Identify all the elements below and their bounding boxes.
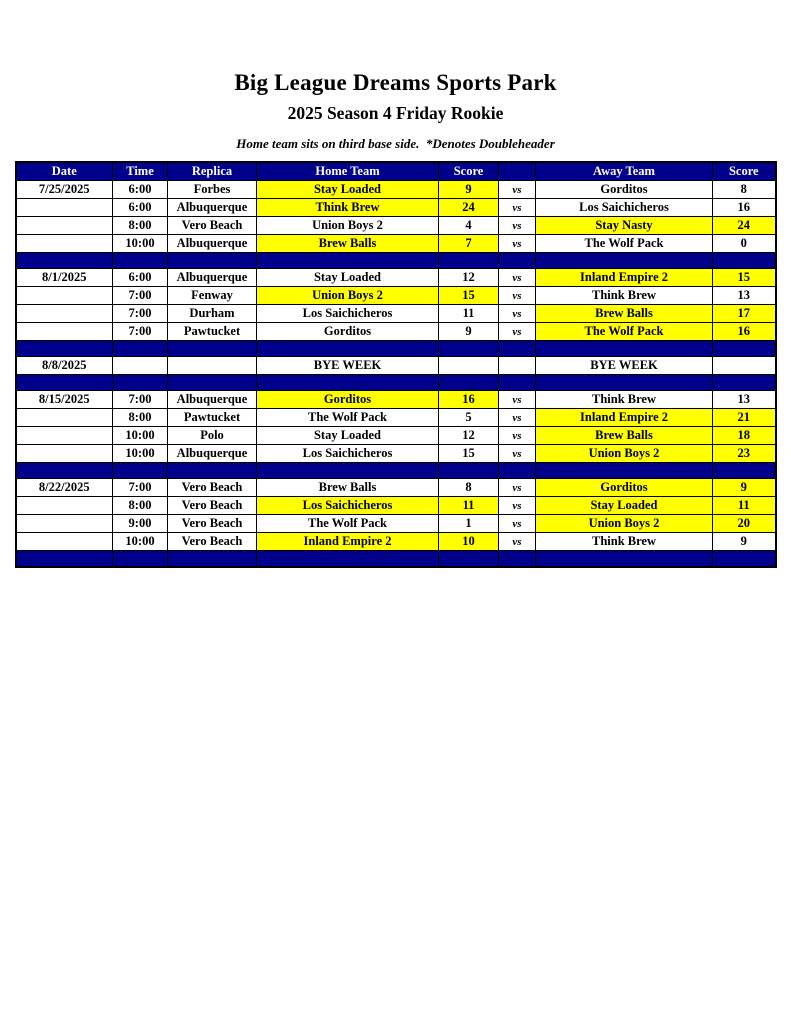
separator-cell: [499, 463, 536, 479]
replica-cell: Albuquerque: [168, 199, 257, 217]
separator-cell: [16, 551, 113, 568]
separator-cell: [499, 375, 536, 391]
date-cell: [16, 323, 113, 341]
game-row: [16, 181, 776, 199]
date-cell: [16, 533, 113, 551]
home-team-cell: Union Boys 2: [257, 217, 439, 235]
separator-cell: [536, 375, 713, 391]
separator-row: [16, 253, 776, 269]
column-header-time: Time: [113, 162, 168, 181]
away-team-cell: Think Brew: [536, 287, 713, 305]
separator-cell: [168, 551, 257, 568]
date-cell: 8/22/2025: [16, 479, 113, 497]
home-team-cell: Stay Loaded: [257, 181, 439, 199]
separator-cell: [16, 253, 113, 269]
time-cell: 9:00: [113, 515, 168, 533]
away-score-cell: 9: [713, 479, 776, 497]
separator-cell: [113, 253, 168, 269]
time-cell: 10:00: [113, 427, 168, 445]
schedule-table-body: [16, 181, 776, 568]
replica-cell: Fenway: [168, 287, 257, 305]
schedule-table-header: [16, 162, 776, 181]
home-score-cell: 9: [439, 181, 499, 199]
date-cell: [16, 409, 113, 427]
home-score-cell: [439, 357, 499, 375]
home-team-cell: The Wolf Pack: [257, 409, 439, 427]
separator-row: [16, 341, 776, 357]
separator-cell: [439, 463, 499, 479]
away-score-cell: 9: [713, 533, 776, 551]
date-cell: [16, 427, 113, 445]
away-team-cell: Inland Empire 2: [536, 409, 713, 427]
date-cell: 8/15/2025: [16, 391, 113, 409]
time-cell: 8:00: [113, 497, 168, 515]
separator-cell: [439, 551, 499, 568]
column-header-score: Score: [713, 162, 776, 181]
away-team-cell: The Wolf Pack: [536, 235, 713, 253]
separator-cell: [168, 253, 257, 269]
vs-cell: vs: [499, 199, 536, 217]
separator-cell: [16, 341, 113, 357]
date-cell: [16, 497, 113, 515]
separator-cell: [168, 375, 257, 391]
replica-cell: Polo: [168, 427, 257, 445]
vs-cell: vs: [499, 427, 536, 445]
time-cell: 7:00: [113, 479, 168, 497]
home-team-cell: Los Saichicheros: [257, 445, 439, 463]
time-cell: 6:00: [113, 199, 168, 217]
away-team-cell: Union Boys 2: [536, 515, 713, 533]
separator-cell: [257, 253, 439, 269]
date-cell: [16, 445, 113, 463]
date-cell: 8/8/2025: [16, 357, 113, 375]
column-header-spacer: [499, 162, 536, 181]
separator-cell: [257, 375, 439, 391]
replica-cell: Pawtucket: [168, 409, 257, 427]
time-cell: 6:00: [113, 181, 168, 199]
time-cell: 6:00: [113, 269, 168, 287]
vs-cell: vs: [499, 445, 536, 463]
away-team-cell: Think Brew: [536, 391, 713, 409]
game-row: [16, 357, 776, 375]
date-cell: [16, 217, 113, 235]
away-score-cell: 20: [713, 515, 776, 533]
away-score-cell: 21: [713, 409, 776, 427]
vs-cell: vs: [499, 323, 536, 341]
game-row: [16, 427, 776, 445]
separator-row: [16, 551, 776, 568]
time-cell: 7:00: [113, 323, 168, 341]
away-team-cell: Inland Empire 2: [536, 269, 713, 287]
away-score-cell: 17: [713, 305, 776, 323]
home-score-cell: 9: [439, 323, 499, 341]
game-row: [16, 269, 776, 287]
away-team-cell: Union Boys 2: [536, 445, 713, 463]
column-header-replica: Replica: [168, 162, 257, 181]
separator-cell: [499, 551, 536, 568]
separator-cell: [16, 375, 113, 391]
away-team-cell: Stay Loaded: [536, 497, 713, 515]
away-team-cell: Stay Nasty: [536, 217, 713, 235]
date-cell: 7/25/2025: [16, 181, 113, 199]
game-row: [16, 217, 776, 235]
home-team-cell: Stay Loaded: [257, 269, 439, 287]
away-score-cell: 8: [713, 181, 776, 199]
time-cell: [113, 357, 168, 375]
time-cell: 10:00: [113, 533, 168, 551]
separator-cell: [257, 551, 439, 568]
separator-cell: [257, 463, 439, 479]
separator-cell: [713, 341, 776, 357]
home-score-cell: 11: [439, 305, 499, 323]
game-row: [16, 409, 776, 427]
column-header-date: Date: [16, 162, 113, 181]
separator-cell: [113, 463, 168, 479]
away-team-cell: Brew Balls: [536, 427, 713, 445]
away-score-cell: 18: [713, 427, 776, 445]
vs-cell: vs: [499, 305, 536, 323]
date-cell: [16, 235, 113, 253]
date-cell: [16, 305, 113, 323]
vs-cell: vs: [499, 269, 536, 287]
game-row: [16, 323, 776, 341]
game-row: [16, 235, 776, 253]
home-score-cell: 7: [439, 235, 499, 253]
column-header-home-team: Home Team: [257, 162, 439, 181]
page-subtitle: 2025 Season 4 Friday Rookie: [287, 103, 504, 123]
separator-cell: [439, 375, 499, 391]
away-team-cell: Gorditos: [536, 479, 713, 497]
away-team-cell: BYE WEEK: [536, 357, 713, 375]
game-row: [16, 445, 776, 463]
away-team-cell: Think Brew: [536, 533, 713, 551]
vs-cell: vs: [499, 287, 536, 305]
home-team-cell: Brew Balls: [257, 479, 439, 497]
replica-cell: Forbes: [168, 181, 257, 199]
home-score-cell: 5: [439, 409, 499, 427]
separator-cell: [168, 463, 257, 479]
home-score-cell: 24: [439, 199, 499, 217]
vs-cell: [499, 357, 536, 375]
away-score-cell: 15: [713, 269, 776, 287]
home-team-cell: Brew Balls: [257, 235, 439, 253]
replica-cell: Vero Beach: [168, 533, 257, 551]
home-score-cell: 1: [439, 515, 499, 533]
game-row: [16, 515, 776, 533]
away-score-cell: 13: [713, 391, 776, 409]
time-cell: 8:00: [113, 217, 168, 235]
away-score-cell: [713, 357, 776, 375]
date-cell: [16, 515, 113, 533]
vs-cell: vs: [499, 181, 536, 199]
away-score-cell: 0: [713, 235, 776, 253]
home-score-cell: 11: [439, 497, 499, 515]
date-cell: [16, 287, 113, 305]
vs-cell: vs: [499, 533, 536, 551]
home-score-cell: 15: [439, 445, 499, 463]
replica-cell: Vero Beach: [168, 479, 257, 497]
separator-cell: [439, 253, 499, 269]
separator-row: [16, 375, 776, 391]
separator-cell: [499, 253, 536, 269]
game-row: [16, 479, 776, 497]
home-team-cell: Stay Loaded: [257, 427, 439, 445]
vs-cell: vs: [499, 497, 536, 515]
separator-cell: [536, 551, 713, 568]
home-team-cell: Union Boys 2: [257, 287, 439, 305]
home-team-cell: Inland Empire 2: [257, 533, 439, 551]
game-row: [16, 287, 776, 305]
separator-cell: [439, 341, 499, 357]
separator-cell: [536, 253, 713, 269]
column-header-away-team: Away Team: [536, 162, 713, 181]
away-team-cell: Gorditos: [536, 181, 713, 199]
game-row: [16, 497, 776, 515]
away-score-cell: 11: [713, 497, 776, 515]
home-score-cell: 16: [439, 391, 499, 409]
away-score-cell: 16: [713, 323, 776, 341]
replica-cell: Pawtucket: [168, 323, 257, 341]
replica-cell: Albuquerque: [168, 391, 257, 409]
column-header-score: Score: [439, 162, 499, 181]
home-score-cell: 12: [439, 427, 499, 445]
replica-cell: Durham: [168, 305, 257, 323]
separator-cell: [499, 341, 536, 357]
replica-cell: Vero Beach: [168, 217, 257, 235]
home-team-cell: BYE WEEK: [257, 357, 439, 375]
separator-row: [16, 463, 776, 479]
home-score-cell: 4: [439, 217, 499, 235]
game-row: [16, 199, 776, 217]
time-cell: 7:00: [113, 391, 168, 409]
away-score-cell: 16: [713, 199, 776, 217]
schedule-table: [15, 161, 777, 568]
separator-cell: [713, 551, 776, 568]
vs-cell: vs: [499, 409, 536, 427]
separator-cell: [713, 253, 776, 269]
game-row: [16, 533, 776, 551]
away-score-cell: 24: [713, 217, 776, 235]
home-score-cell: 8: [439, 479, 499, 497]
replica-cell: Vero Beach: [168, 515, 257, 533]
date-cell: 8/1/2025: [16, 269, 113, 287]
vs-cell: vs: [499, 217, 536, 235]
time-cell: 7:00: [113, 287, 168, 305]
game-row: [16, 391, 776, 409]
separator-cell: [713, 375, 776, 391]
home-team-cell: Los Saichicheros: [257, 305, 439, 323]
replica-cell: Albuquerque: [168, 269, 257, 287]
page-title: Big League Dreams Sports Park: [234, 70, 557, 95]
game-row: [16, 305, 776, 323]
replica-cell: Albuquerque: [168, 445, 257, 463]
home-team-cell: The Wolf Pack: [257, 515, 439, 533]
home-score-cell: 10: [439, 533, 499, 551]
separator-cell: [168, 341, 257, 357]
home-team-cell: Gorditos: [257, 391, 439, 409]
away-score-cell: 13: [713, 287, 776, 305]
time-cell: 10:00: [113, 445, 168, 463]
away-team-cell: Los Saichicheros: [536, 199, 713, 217]
separator-cell: [113, 551, 168, 568]
date-cell: [16, 199, 113, 217]
replica-cell: Vero Beach: [168, 497, 257, 515]
home-team-cell: Gorditos: [257, 323, 439, 341]
replica-cell: [168, 357, 257, 375]
away-team-cell: Brew Balls: [536, 305, 713, 323]
separator-cell: [536, 463, 713, 479]
page-note: Home team sits on third base side. *Denotes Doubleheader: [236, 136, 555, 151]
time-cell: 7:00: [113, 305, 168, 323]
separator-cell: [113, 375, 168, 391]
header-row: [16, 162, 776, 181]
vs-cell: vs: [499, 515, 536, 533]
away-team-cell: The Wolf Pack: [536, 323, 713, 341]
time-cell: 8:00: [113, 409, 168, 427]
vs-cell: vs: [499, 391, 536, 409]
replica-cell: Albuquerque: [168, 235, 257, 253]
separator-cell: [113, 341, 168, 357]
away-score-cell: 23: [713, 445, 776, 463]
separator-cell: [713, 463, 776, 479]
separator-cell: [257, 341, 439, 357]
vs-cell: vs: [499, 479, 536, 497]
time-cell: 10:00: [113, 235, 168, 253]
home-score-cell: 15: [439, 287, 499, 305]
home-team-cell: Los Saichicheros: [257, 497, 439, 515]
separator-cell: [536, 341, 713, 357]
vs-cell: vs: [499, 235, 536, 253]
separator-cell: [16, 463, 113, 479]
home-team-cell: Think Brew: [257, 199, 439, 217]
home-score-cell: 12: [439, 269, 499, 287]
